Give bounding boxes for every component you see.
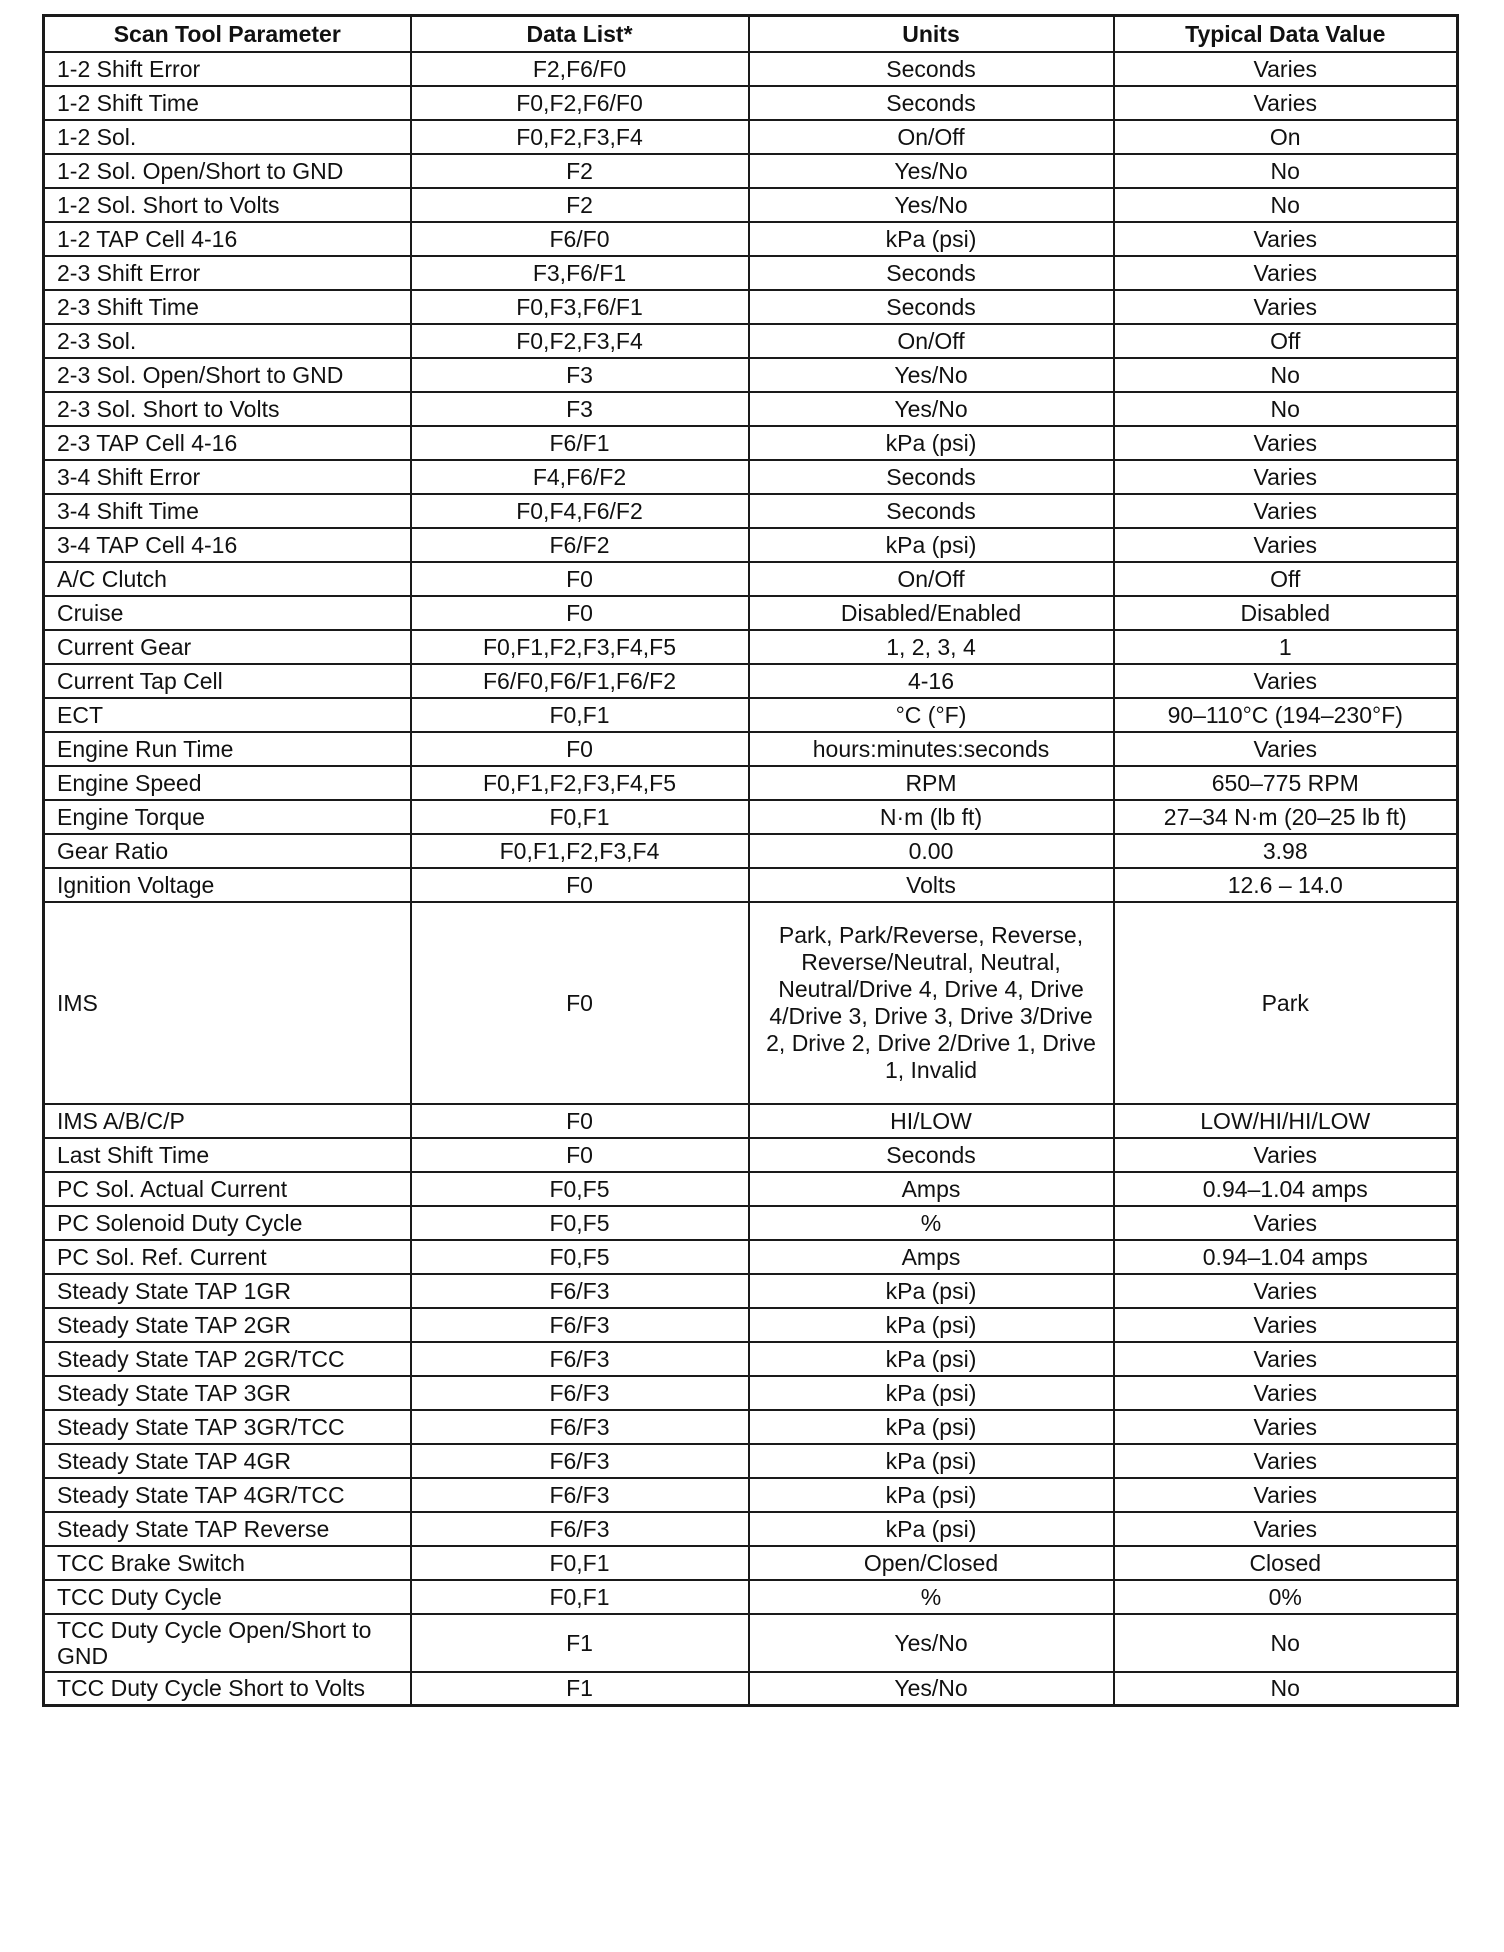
scan-tool-data-table <box>42 14 1459 1707</box>
header-typical-value: Typical Data Value <box>1114 16 1458 52</box>
header-units: Units <box>749 16 1114 52</box>
cell-typical-value: No <box>1114 1672 1458 1706</box>
scan-tool-data-sheet <box>42 14 1456 1707</box>
cell-typical-value: Varies <box>1114 1308 1458 1342</box>
cell-typical-value: Varies <box>1114 732 1458 766</box>
cell-typical-value: Varies <box>1114 52 1458 86</box>
cell-typical-value: 3.98 <box>1114 834 1458 868</box>
cell-typical-value: Park <box>1114 902 1458 1104</box>
cell-units: Seconds <box>749 1138 1114 1172</box>
cell-data-list: F2 <box>411 188 749 222</box>
cell-typical-value: Varies <box>1114 494 1458 528</box>
cell-units: Yes/No <box>749 1614 1114 1672</box>
cell-parameter: ECT <box>44 698 411 732</box>
cell-typical-value: Varies <box>1114 290 1458 324</box>
cell-parameter: Current Gear <box>44 630 411 664</box>
cell-parameter: Ignition Voltage <box>44 868 411 902</box>
cell-units: % <box>749 1206 1114 1240</box>
cell-units: kPa (psi) <box>749 1274 1114 1308</box>
table-row <box>44 1206 1458 1240</box>
table-row <box>44 1512 1458 1546</box>
cell-units: On/Off <box>749 324 1114 358</box>
cell-parameter: Steady State TAP 4GR <box>44 1444 411 1478</box>
cell-units: Seconds <box>749 290 1114 324</box>
table-row <box>44 528 1458 562</box>
table-row <box>44 188 1458 222</box>
cell-data-list: F6/F3 <box>411 1478 749 1512</box>
cell-units: Yes/No <box>749 392 1114 426</box>
cell-data-list: F0,F2,F6/F0 <box>411 86 749 120</box>
cell-typical-value: Varies <box>1114 1206 1458 1240</box>
cell-parameter: TCC Duty Cycle <box>44 1580 411 1614</box>
cell-parameter: Engine Run Time <box>44 732 411 766</box>
cell-typical-value: Varies <box>1114 1512 1458 1546</box>
table-row <box>44 630 1458 664</box>
table-row <box>44 222 1458 256</box>
cell-parameter: TCC Duty Cycle Short to Volts <box>44 1672 411 1706</box>
cell-data-list: F0,F5 <box>411 1206 749 1240</box>
table-row <box>44 1614 1458 1672</box>
cell-units: °C (°F) <box>749 698 1114 732</box>
cell-data-list: F6/F2 <box>411 528 749 562</box>
cell-parameter: PC Sol. Actual Current <box>44 1172 411 1206</box>
cell-parameter: 2-3 Shift Error <box>44 256 411 290</box>
cell-typical-value: Off <box>1114 562 1458 596</box>
cell-parameter: Engine Torque <box>44 800 411 834</box>
cell-parameter: 1-2 Shift Error <box>44 52 411 86</box>
cell-data-list: F0 <box>411 596 749 630</box>
cell-typical-value: Varies <box>1114 1138 1458 1172</box>
cell-data-list: F0,F1 <box>411 1580 749 1614</box>
cell-typical-value: Varies <box>1114 86 1458 120</box>
table-row <box>44 902 1458 1104</box>
table-row <box>44 732 1458 766</box>
cell-data-list: F2 <box>411 154 749 188</box>
cell-data-list: F0 <box>411 1104 749 1138</box>
table-row <box>44 1342 1458 1376</box>
table-row <box>44 800 1458 834</box>
cell-data-list: F0,F2,F3,F4 <box>411 324 749 358</box>
cell-units: kPa (psi) <box>749 528 1114 562</box>
table-row <box>44 698 1458 732</box>
cell-parameter: 2-3 Sol. <box>44 324 411 358</box>
cell-data-list: F0 <box>411 732 749 766</box>
cell-parameter: Steady State TAP 2GR <box>44 1308 411 1342</box>
cell-data-list: F1 <box>411 1672 749 1706</box>
cell-data-list: F2,F6/F0 <box>411 52 749 86</box>
cell-units: Volts <box>749 868 1114 902</box>
cell-units: On/Off <box>749 562 1114 596</box>
table-row <box>44 426 1458 460</box>
cell-units: HI/LOW <box>749 1104 1114 1138</box>
cell-data-list: F0,F5 <box>411 1172 749 1206</box>
cell-typical-value: On <box>1114 120 1458 154</box>
cell-units: Amps <box>749 1172 1114 1206</box>
cell-units: hours:minutes:seconds <box>749 732 1114 766</box>
cell-parameter: Steady State TAP 3GR/TCC <box>44 1410 411 1444</box>
table-body <box>44 52 1458 1706</box>
table-row <box>44 1240 1458 1274</box>
cell-parameter: 1-2 TAP Cell 4-16 <box>44 222 411 256</box>
cell-data-list: F0 <box>411 868 749 902</box>
cell-typical-value: 0.94–1.04 amps <box>1114 1172 1458 1206</box>
cell-typical-value: Varies <box>1114 1410 1458 1444</box>
cell-data-list: F6/F0,F6/F1,F6/F2 <box>411 664 749 698</box>
cell-parameter: 2-3 TAP Cell 4-16 <box>44 426 411 460</box>
cell-parameter: 1-2 Sol. Short to Volts <box>44 188 411 222</box>
table-row <box>44 1274 1458 1308</box>
cell-units: Disabled/Enabled <box>749 596 1114 630</box>
cell-data-list: F0 <box>411 1138 749 1172</box>
cell-data-list: F3,F6/F1 <box>411 256 749 290</box>
header-parameter: Scan Tool Parameter <box>44 16 411 52</box>
cell-typical-value: No <box>1114 154 1458 188</box>
cell-typical-value: LOW/HI/HI/LOW <box>1114 1104 1458 1138</box>
cell-parameter: Steady State TAP 4GR/TCC <box>44 1478 411 1512</box>
cell-units: Yes/No <box>749 188 1114 222</box>
cell-data-list: F6/F3 <box>411 1274 749 1308</box>
cell-typical-value: 1 <box>1114 630 1458 664</box>
table-row <box>44 1308 1458 1342</box>
table-row <box>44 324 1458 358</box>
cell-typical-value: Varies <box>1114 1376 1458 1410</box>
table-row <box>44 766 1458 800</box>
cell-parameter: IMS A/B/C/P <box>44 1104 411 1138</box>
cell-typical-value: 90–110°C (194–230°F) <box>1114 698 1458 732</box>
cell-data-list: F0,F1 <box>411 698 749 732</box>
cell-units: kPa (psi) <box>749 1444 1114 1478</box>
cell-units: Seconds <box>749 494 1114 528</box>
cell-parameter: TCC Duty Cycle Open/Short to GND <box>44 1614 411 1672</box>
cell-parameter: Steady State TAP Reverse <box>44 1512 411 1546</box>
table-row <box>44 358 1458 392</box>
cell-typical-value: Disabled <box>1114 596 1458 630</box>
cell-units: Seconds <box>749 460 1114 494</box>
cell-units: Seconds <box>749 256 1114 290</box>
cell-data-list: F6/F3 <box>411 1512 749 1546</box>
cell-data-list: F3 <box>411 392 749 426</box>
table-row <box>44 1172 1458 1206</box>
table-row <box>44 494 1458 528</box>
cell-units: kPa (psi) <box>749 1342 1114 1376</box>
cell-typical-value: No <box>1114 358 1458 392</box>
cell-typical-value: Varies <box>1114 256 1458 290</box>
cell-units: On/Off <box>749 120 1114 154</box>
cell-parameter: Steady State TAP 2GR/TCC <box>44 1342 411 1376</box>
cell-parameter: 1-2 Sol. <box>44 120 411 154</box>
cell-parameter: 1-2 Sol. Open/Short to GND <box>44 154 411 188</box>
cell-units: 4-16 <box>749 664 1114 698</box>
table-row <box>44 834 1458 868</box>
cell-parameter: 2-3 Shift Time <box>44 290 411 324</box>
cell-units: 1, 2, 3, 4 <box>749 630 1114 664</box>
cell-data-list: F0,F5 <box>411 1240 749 1274</box>
cell-parameter: IMS <box>44 902 411 1104</box>
cell-units: kPa (psi) <box>749 1478 1114 1512</box>
cell-units: kPa (psi) <box>749 1512 1114 1546</box>
cell-units: kPa (psi) <box>749 1308 1114 1342</box>
cell-units: kPa (psi) <box>749 426 1114 460</box>
cell-typical-value: Varies <box>1114 460 1458 494</box>
cell-units: Seconds <box>749 86 1114 120</box>
cell-typical-value: 27–34 N·m (20–25 lb ft) <box>1114 800 1458 834</box>
table-row <box>44 154 1458 188</box>
cell-parameter: 1-2 Shift Time <box>44 86 411 120</box>
cell-units: Yes/No <box>749 1672 1114 1706</box>
cell-typical-value: Varies <box>1114 426 1458 460</box>
cell-data-list: F0,F2,F3,F4 <box>411 120 749 154</box>
cell-data-list: F0,F1,F2,F3,F4,F5 <box>411 630 749 664</box>
cell-data-list: F6/F3 <box>411 1444 749 1478</box>
cell-typical-value: Closed <box>1114 1546 1458 1580</box>
cell-units: Open/Closed <box>749 1546 1114 1580</box>
table-row <box>44 1376 1458 1410</box>
cell-data-list: F4,F6/F2 <box>411 460 749 494</box>
table-row <box>44 1410 1458 1444</box>
cell-parameter: A/C Clutch <box>44 562 411 596</box>
table-row <box>44 1672 1458 1706</box>
table-row <box>44 1546 1458 1580</box>
cell-data-list: F6/F3 <box>411 1308 749 1342</box>
cell-typical-value: Varies <box>1114 664 1458 698</box>
cell-typical-value: Varies <box>1114 528 1458 562</box>
cell-data-list: F6/F3 <box>411 1410 749 1444</box>
header-row <box>44 16 1458 52</box>
cell-parameter: TCC Brake Switch <box>44 1546 411 1580</box>
cell-units: Park, Park/Reverse, Reverse, Reverse/Neutral, Neutral, Neutral/Drive 4, Drive 4, Drive 4/Drive 3, Drive 3, Drive 3/Drive 2, Drive 2, Drive 2/Drive 1, Drive 1, Invalid <box>749 902 1114 1104</box>
cell-data-list: F3 <box>411 358 749 392</box>
table-row <box>44 562 1458 596</box>
cell-data-list: F1 <box>411 1614 749 1672</box>
cell-typical-value: Varies <box>1114 1478 1458 1512</box>
cell-parameter: Steady State TAP 1GR <box>44 1274 411 1308</box>
table-row <box>44 1104 1458 1138</box>
cell-typical-value: 650–775 RPM <box>1114 766 1458 800</box>
cell-typical-value: 12.6 – 14.0 <box>1114 868 1458 902</box>
table-row <box>44 1444 1458 1478</box>
table-row <box>44 86 1458 120</box>
cell-typical-value: 0.94–1.04 amps <box>1114 1240 1458 1274</box>
cell-parameter: Last Shift Time <box>44 1138 411 1172</box>
cell-parameter: Current Tap Cell <box>44 664 411 698</box>
cell-parameter: 2-3 Sol. Open/Short to GND <box>44 358 411 392</box>
cell-parameter: 3-4 Shift Time <box>44 494 411 528</box>
cell-parameter: Gear Ratio <box>44 834 411 868</box>
cell-units: kPa (psi) <box>749 1376 1114 1410</box>
cell-parameter: PC Sol. Ref. Current <box>44 1240 411 1274</box>
cell-units: % <box>749 1580 1114 1614</box>
cell-units: N·m (lb ft) <box>749 800 1114 834</box>
cell-units: 0.00 <box>749 834 1114 868</box>
table-row <box>44 290 1458 324</box>
cell-data-list: F0 <box>411 902 749 1104</box>
cell-data-list: F0,F1 <box>411 800 749 834</box>
table-row <box>44 1478 1458 1512</box>
header-data-list: Data List* <box>411 16 749 52</box>
cell-data-list: F6/F3 <box>411 1376 749 1410</box>
cell-data-list: F0,F1,F2,F3,F4,F5 <box>411 766 749 800</box>
cell-units: Amps <box>749 1240 1114 1274</box>
table-row <box>44 256 1458 290</box>
cell-parameter: Engine Speed <box>44 766 411 800</box>
cell-units: kPa (psi) <box>749 222 1114 256</box>
cell-data-list: F6/F1 <box>411 426 749 460</box>
table-row <box>44 1580 1458 1614</box>
table-row <box>44 868 1458 902</box>
cell-units: Yes/No <box>749 154 1114 188</box>
cell-parameter: Cruise <box>44 596 411 630</box>
cell-typical-value: No <box>1114 392 1458 426</box>
cell-parameter: Steady State TAP 3GR <box>44 1376 411 1410</box>
cell-units: RPM <box>749 766 1114 800</box>
cell-typical-value: Varies <box>1114 1444 1458 1478</box>
cell-units: Seconds <box>749 52 1114 86</box>
table-row <box>44 664 1458 698</box>
table-row <box>44 52 1458 86</box>
cell-parameter: 3-4 Shift Error <box>44 460 411 494</box>
cell-parameter: PC Solenoid Duty Cycle <box>44 1206 411 1240</box>
cell-data-list: F0,F1 <box>411 1546 749 1580</box>
cell-data-list: F0 <box>411 562 749 596</box>
cell-data-list: F6/F0 <box>411 222 749 256</box>
cell-typical-value: Off <box>1114 324 1458 358</box>
cell-typical-value: No <box>1114 1614 1458 1672</box>
cell-data-list: F0,F4,F6/F2 <box>411 494 749 528</box>
table-row <box>44 392 1458 426</box>
table-row <box>44 596 1458 630</box>
cell-units: Yes/No <box>749 358 1114 392</box>
table-row <box>44 460 1458 494</box>
cell-data-list: F0,F1,F2,F3,F4 <box>411 834 749 868</box>
table-row <box>44 120 1458 154</box>
cell-data-list: F0,F3,F6/F1 <box>411 290 749 324</box>
cell-typical-value: Varies <box>1114 1274 1458 1308</box>
cell-parameter: 3-4 TAP Cell 4-16 <box>44 528 411 562</box>
cell-data-list: F6/F3 <box>411 1342 749 1376</box>
cell-units: kPa (psi) <box>749 1410 1114 1444</box>
table-row <box>44 1138 1458 1172</box>
cell-typical-value: No <box>1114 188 1458 222</box>
cell-typical-value: Varies <box>1114 222 1458 256</box>
cell-parameter: 2-3 Sol. Short to Volts <box>44 392 411 426</box>
cell-typical-value: 0% <box>1114 1580 1458 1614</box>
cell-typical-value: Varies <box>1114 1342 1458 1376</box>
